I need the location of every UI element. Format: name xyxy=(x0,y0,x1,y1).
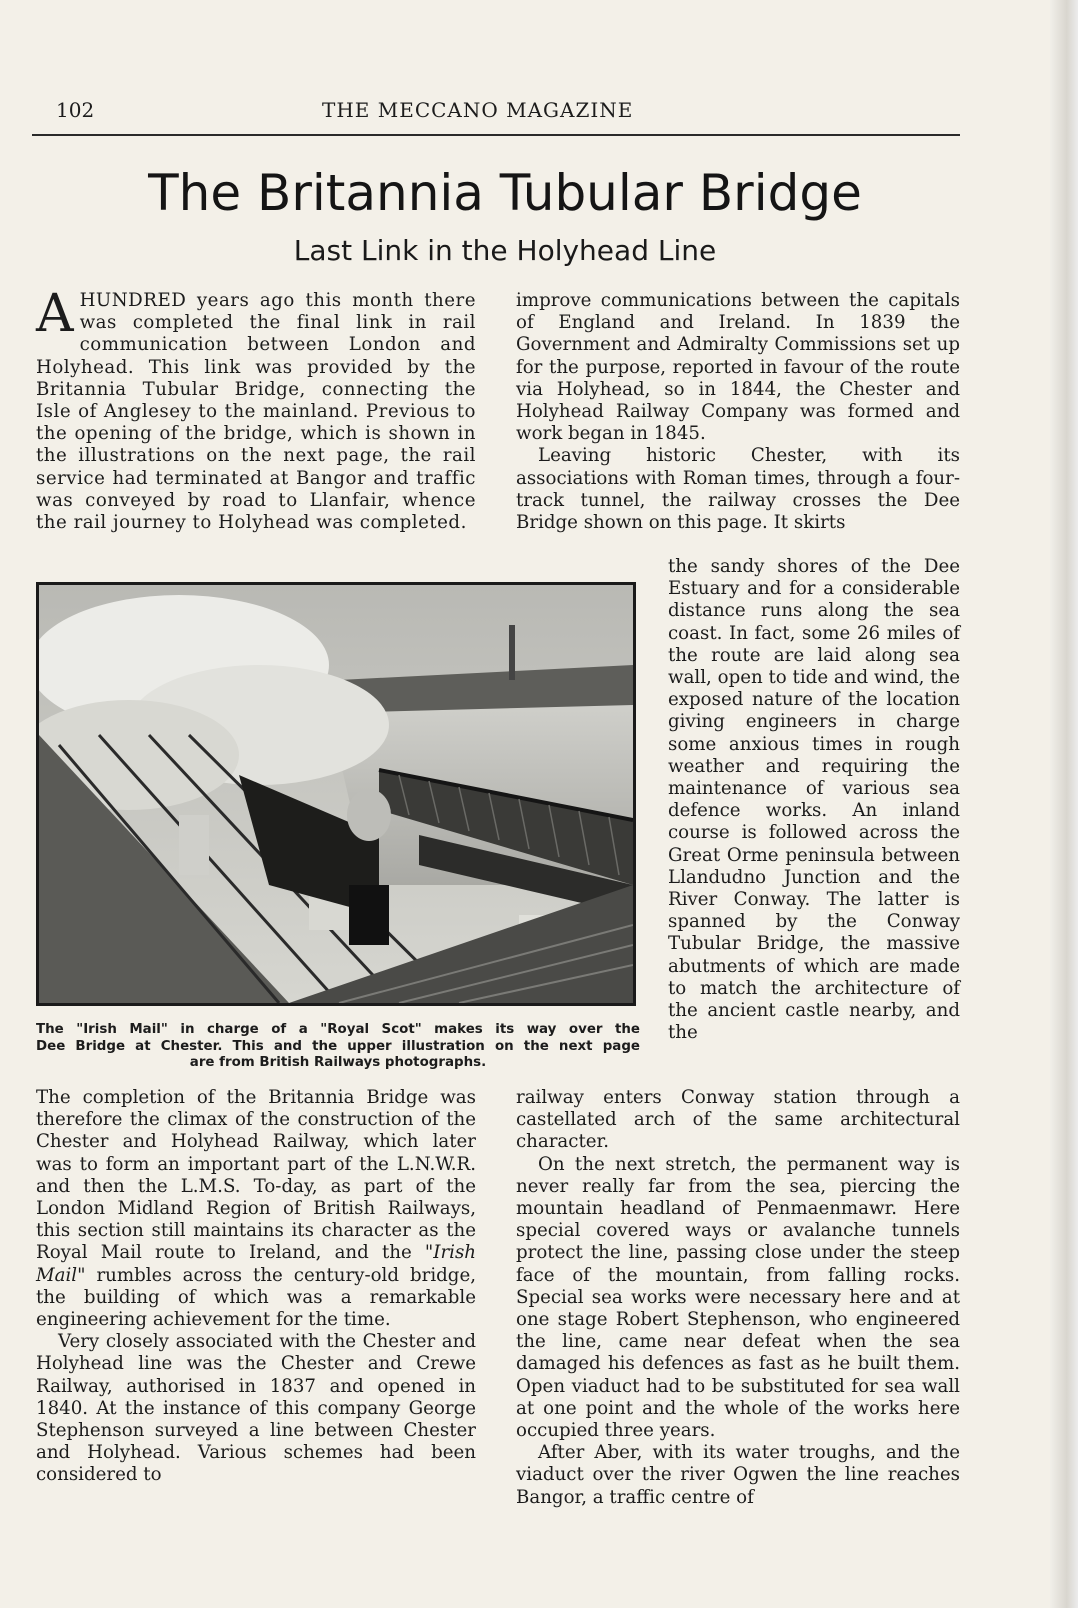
intro-text: HUNDRED years ago this month there was completed the final link in rail communication between London and Holyhead. This link was provided by the Britannia Tubular Bridge, connecting the Isle of Anglesey to the mainland. Previous to the opening of the bridge, which is shown in the illustrations on the next page, the rail service had terminated at Bangor and traffic was conveyed by road to Llanfair, whence the rail journey to Holyhead was completed. xyxy=(36,290,476,534)
caption-line-1: The "Irish Mail" in charge of a "Royal Scot" makes its way over the xyxy=(36,1022,640,1037)
header-rule xyxy=(32,134,960,136)
page-edge-shadow xyxy=(1050,0,1078,1608)
running-head xyxy=(56,98,956,128)
left-column-top xyxy=(36,284,476,534)
caption-line-2: Dee Bridge at Chester. This and the upper illustration on the next page xyxy=(36,1038,640,1054)
intro-paragraph xyxy=(36,284,476,534)
paragraph: improve communications between the capitals of England and Ireland. In 1839 the Government and Admiralty Commissions set up for the purpose, reported in favour of the route via Holyhead, so in 1844, the Chester and Holyhead Railway Company was formed and work began in 1845. xyxy=(516,290,960,445)
right-column-top xyxy=(516,290,960,534)
paragraph: the sandy shores of the Dee Estuary and for a considerable distance runs along the sea coast. In fact, some 26 miles of the route are laid along sea wall, open to tide and wind, the exposed nature of the location giving engineers in charge some anxious times in rough weather and requiring the maintenance of various sea defence works. An inland course is followed across the Great Orme peninsula between Llandudno Junction and the River Conway. The latter is spanned by the Conway Tubular Bridge, the massive abutments of which are made to match the architecture of the ancient castle nearby, and the xyxy=(668,556,960,1044)
paragraph: Very closely associated with the Chester and Holyhead line was the Chester and Crewe Railway, authorised in 1837 and opened in 1840. At the instance of this company George Stephenson surveyed a line between Chester and Holyhead. Various schemes had been considered to xyxy=(36,1331,476,1486)
paragraph: On the next stretch, the permanent way is never really far from the sea, piercing the mountain headland of Penmaenmawr. Here special covered ways or avalanche tunnels protect the line, passing close under the steep face of the mountain, from falling rocks. Special sea works were necessary here and at one stage Robert Stephenson, who engineered the line, came near defeat when the sea damaged his defences as fast as he built them. Open viaduct had to be substituted for sea wall at one point and the whole of the works here occupied three years. xyxy=(516,1153,960,1442)
paragraph: railway enters Conway station through a castellated arch of the same architectural character. xyxy=(516,1087,960,1153)
article-title: The Britannia Tubular Bridge xyxy=(148,164,862,222)
drop-cap: A xyxy=(36,284,74,344)
caption-line-3: are from British Railways photographs. xyxy=(189,1055,487,1070)
right-column-bottom xyxy=(516,1087,960,1509)
train-name: "Irish Mail" xyxy=(36,1242,476,1286)
article-subtitle: Last Link in the Holyhead Line xyxy=(293,234,717,267)
dee-bridge-photo xyxy=(36,582,636,1006)
photo-illustration xyxy=(39,585,633,1003)
magazine-title: THE MECCANO MAGAZINE xyxy=(322,98,634,122)
text-run: The completion of the Britannia Bridge was therefore the climax of the construction of the Chester and Holyhead Railway, which later was to form an important part of the L.N.W.R. and then the L.M.S. To-day, as part of the London Midland Region of British Railways, this section still maintains its character as the Royal Mail route to Ireland, and the xyxy=(36,1087,476,1264)
photo-caption xyxy=(36,1022,640,1072)
right-column-beside-photo xyxy=(668,556,960,1044)
paragraph: Leaving historic Chester, with its associations with Roman times, through a four-track tunnel, the railway crosses the Dee Bridge shown on this page. It skirts xyxy=(516,445,960,534)
left-column-bottom xyxy=(36,1087,476,1487)
paragraph xyxy=(36,1087,476,1331)
paragraph: After Aber, with its water troughs, and the viaduct over the river Ogwen the line reaches Bangor, a traffic centre of xyxy=(516,1442,960,1508)
text-run: rumbles across the century-old bridge, the building of which was a remarkable engineering achievement for the time. xyxy=(36,1264,476,1331)
page-number: 102 xyxy=(56,98,95,122)
